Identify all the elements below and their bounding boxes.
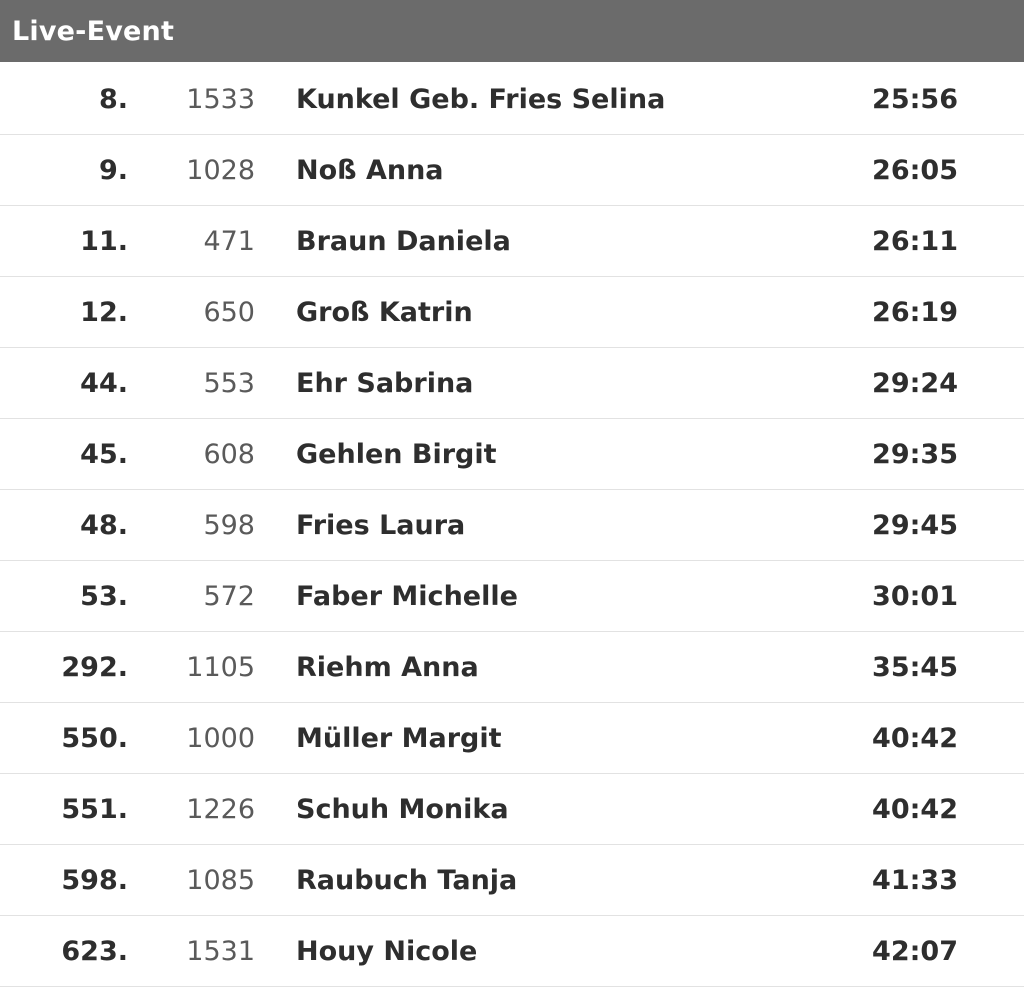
table-row[interactable] <box>0 206 1024 277</box>
row-rank: 12. <box>80 296 128 328</box>
row-name: Schuh Monika <box>296 793 509 825</box>
table-row[interactable] <box>0 561 1024 632</box>
row-name: Gehlen Birgit <box>296 438 497 470</box>
row-time: 26:05 <box>872 154 958 186</box>
row-rank: 551. <box>61 793 128 825</box>
row-bib: 598 <box>203 509 255 541</box>
row-name: Fries Laura <box>296 509 466 541</box>
table-row[interactable] <box>0 632 1024 703</box>
row-rank: 48. <box>80 509 128 541</box>
row-time: 35:45 <box>872 651 958 683</box>
row-time: 26:11 <box>872 225 958 257</box>
row-rank: 53. <box>80 580 128 612</box>
row-name: Kunkel Geb. Fries Selina <box>296 83 666 115</box>
row-bib: 553 <box>203 367 255 399</box>
row-name: Houy Nicole <box>296 935 478 967</box>
results-list <box>0 64 1024 987</box>
row-time: 42:07 <box>872 935 958 967</box>
row-rank: 623. <box>61 935 128 967</box>
table-row[interactable] <box>0 277 1024 348</box>
row-bib: 1028 <box>186 154 255 186</box>
row-rank: 292. <box>61 651 128 683</box>
row-time: 41:33 <box>872 864 958 896</box>
row-time: 40:42 <box>872 793 958 825</box>
row-bib: 1226 <box>186 793 255 825</box>
row-time: 25:56 <box>872 83 958 115</box>
row-name: Groß Katrin <box>296 296 473 328</box>
row-rank: 11. <box>80 225 128 257</box>
row-rank: 598. <box>61 864 128 896</box>
page-title: Live-Event <box>12 15 175 47</box>
table-row[interactable] <box>0 419 1024 490</box>
table-row[interactable] <box>0 348 1024 419</box>
table-row[interactable] <box>0 135 1024 206</box>
row-bib: 1531 <box>186 935 255 967</box>
row-time: 29:24 <box>872 367 958 399</box>
header-bar <box>0 0 1024 64</box>
row-bib: 471 <box>203 225 255 257</box>
row-bib: 1105 <box>186 651 255 683</box>
row-bib: 1533 <box>186 83 255 115</box>
row-bib: 1000 <box>186 722 255 754</box>
row-name: Faber Michelle <box>296 580 518 612</box>
row-name: Braun Daniela <box>296 225 511 257</box>
row-time: 26:19 <box>872 296 958 328</box>
table-row[interactable] <box>0 845 1024 916</box>
row-name: Raubuch Tanja <box>296 864 518 896</box>
table-row[interactable] <box>0 774 1024 845</box>
row-time: 40:42 <box>872 722 958 754</box>
row-rank: 45. <box>80 438 128 470</box>
row-time: 30:01 <box>872 580 958 612</box>
row-rank: 44. <box>80 367 128 399</box>
row-bib: 572 <box>203 580 255 612</box>
row-name: Riehm Anna <box>296 651 479 683</box>
row-time: 29:35 <box>872 438 958 470</box>
table-row[interactable] <box>0 916 1024 987</box>
row-bib: 1085 <box>186 864 255 896</box>
row-rank: 8. <box>98 83 128 115</box>
table-row[interactable] <box>0 490 1024 561</box>
table-row[interactable] <box>0 703 1024 774</box>
row-name: Noß Anna <box>296 154 444 186</box>
row-time: 29:45 <box>872 509 958 541</box>
row-bib: 608 <box>203 438 255 470</box>
row-bib: 650 <box>203 296 255 328</box>
row-name: Ehr Sabrina <box>296 367 474 399</box>
row-rank: 550. <box>61 722 128 754</box>
row-name: Müller Margit <box>296 722 502 754</box>
row-rank: 9. <box>98 154 128 186</box>
table-row[interactable] <box>0 64 1024 135</box>
